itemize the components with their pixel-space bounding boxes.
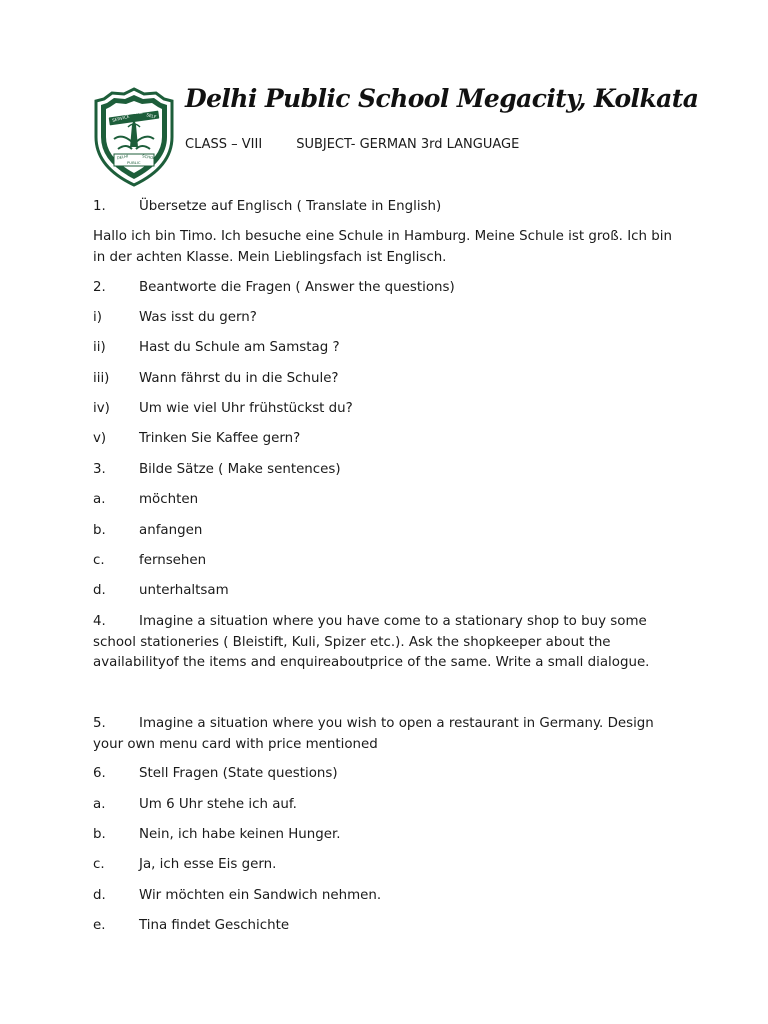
list-item	[93, 795, 297, 816]
crest-word-delhi: DELHI	[116, 153, 129, 161]
question-text: Beantworte die Fragen ( Answer the questions)	[139, 280, 455, 295]
question-4	[93, 612, 678, 674]
subject-label: SUBJECT- GERMAN 3rd LANGUAGE	[296, 137, 520, 152]
item-label: d.	[93, 583, 106, 598]
item-label: ii)	[93, 340, 106, 355]
item-text: Tina findet Geschichte	[139, 918, 290, 933]
list-item	[93, 581, 229, 602]
class-label: CLASS – VIII	[185, 137, 263, 152]
item-label: b.	[93, 827, 106, 842]
item-text: Trinken Sie Kaffee gern?	[139, 431, 301, 446]
list-item	[93, 886, 381, 907]
list-item	[93, 916, 289, 937]
school-crest-logo	[92, 87, 176, 187]
question-text: Imagine a situation where you have come to a stationary shop to buy some school stationeries ( Bleistift, Kuli, Spizer etc.). Ask the shopkeeper about the availabilityof the items and enquireaboutprice of the same. Write a small dialogue.	[93, 614, 650, 670]
svg-text:BEFORE	[126, 110, 143, 115]
item-text: Was isst du gern?	[139, 310, 257, 325]
item-label: iv)	[93, 401, 110, 416]
question-6-heading	[93, 764, 338, 785]
question-text: Übersetze auf Englisch ( Translate in English)	[139, 199, 442, 214]
question-1-passage: Hallo ich bin Timo. Ich besuche eine Schule in Hamburg. Meine Schule ist groß. Ich bin in der achten Klasse. Mein Lieblingsfach ist Englisch.	[93, 229, 672, 265]
crest-word-public: PUBLIC	[127, 160, 141, 165]
question-number: 5.	[93, 716, 106, 731]
question-number: 6.	[93, 766, 106, 781]
school-name-title: Delhi Public School Megacity, Kolkata	[185, 84, 699, 113]
item-text: Um 6 Uhr stehe ich auf.	[139, 797, 297, 812]
item-label: c.	[93, 857, 105, 872]
list-item	[93, 825, 341, 846]
class-subject-line	[185, 137, 519, 152]
item-text: Hast du Schule am Samstag ?	[139, 340, 340, 355]
item-label: e.	[93, 918, 106, 933]
item-label: i)	[93, 310, 102, 325]
list-item	[93, 308, 257, 329]
question-5	[93, 714, 678, 755]
question-number: 4.	[93, 614, 106, 629]
list-item	[93, 429, 300, 450]
item-label: c.	[93, 553, 105, 568]
crest-word-service: SERVICE	[111, 113, 130, 123]
item-text: möchten	[139, 492, 199, 507]
list-item	[93, 369, 339, 390]
item-text: Um wie viel Uhr frühstückst du?	[139, 401, 353, 416]
question-1-heading	[93, 197, 441, 218]
question-2-heading	[93, 278, 455, 299]
list-item	[93, 490, 198, 511]
item-text: Nein, ich habe keinen Hunger.	[139, 827, 341, 842]
item-label: iii)	[93, 371, 110, 386]
list-item	[93, 855, 276, 876]
list-item	[93, 338, 340, 359]
list-item	[93, 551, 206, 572]
question-3-heading	[93, 460, 341, 481]
crest-word-self: SELF	[145, 112, 157, 120]
question-number: 1.	[93, 199, 106, 214]
question-number: 2.	[93, 280, 106, 295]
item-text: Ja, ich esse Eis gern.	[139, 857, 277, 872]
question-text: Bilde Sätze ( Make sentences)	[139, 462, 341, 477]
question-text: Imagine a situation where you wish to open a restaurant in Germany. Design your own menu card with price mentioned	[93, 716, 654, 752]
list-item	[93, 399, 353, 420]
item-label: b.	[93, 523, 106, 538]
crest-word-school: SCHOOL	[141, 153, 159, 162]
item-text: Wir möchten ein Sandwich nehmen.	[139, 888, 382, 903]
question-number: 3.	[93, 462, 106, 477]
item-text: anfangen	[139, 523, 203, 538]
list-item	[93, 521, 202, 542]
item-label: a.	[93, 797, 106, 812]
question-text: Stell Fragen (State questions)	[139, 766, 338, 781]
svg-text:PUBLIC	[127, 160, 141, 165]
item-label: d.	[93, 888, 106, 903]
item-label: v)	[93, 431, 107, 446]
item-label: a.	[93, 492, 106, 507]
item-text: Wann fährst du in die Schule?	[139, 371, 339, 386]
crest-word-before: BEFORE	[126, 110, 143, 115]
item-text: fernsehen	[139, 553, 207, 568]
item-text: unterhaltsam	[139, 583, 229, 598]
